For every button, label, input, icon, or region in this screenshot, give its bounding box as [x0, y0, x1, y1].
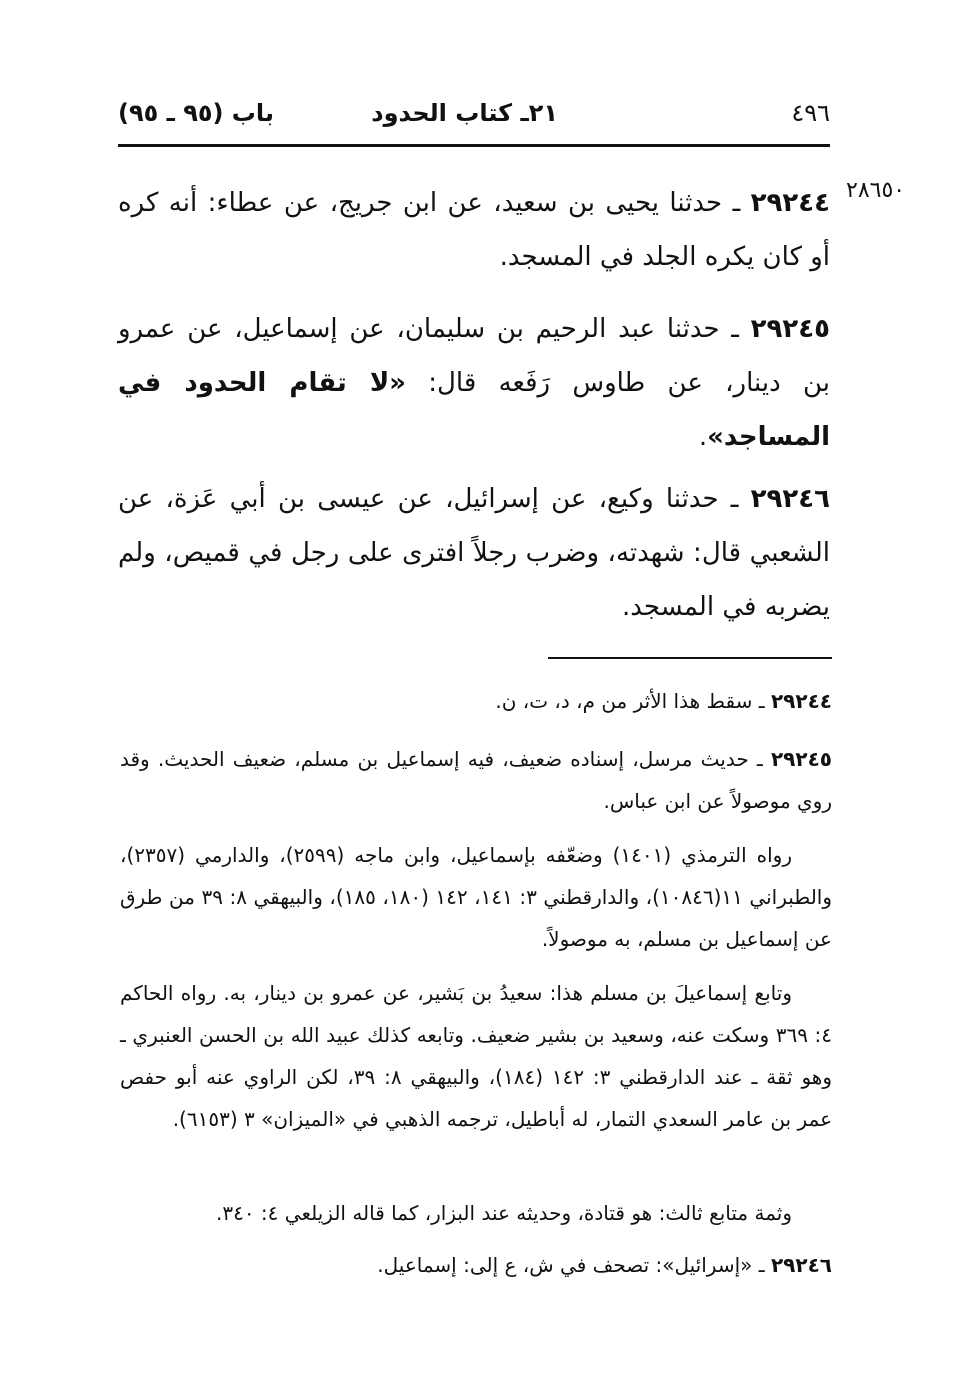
hadith-text: ـ حدثنا يحيى بن سعيد، عن ابن جريج، عن عطاء: أنه كره أو كان يكره الجلد في المسجد.	[118, 188, 830, 272]
hadith-text: ـ حدثنا عبد الرحيم بن سليمان، عن إسماعيل، عن عمرو بن دينار، عن طاوس رَفَعه قال:	[118, 314, 831, 398]
hadith-29244	[118, 176, 830, 284]
footnote-number: ٢٩٢٤٥	[770, 747, 832, 771]
hadith-number: ٢٩٢٤٦	[750, 484, 830, 514]
footnote-text: رواه الترمذي (١٤٠١) وضعّفه بإسماعيل، وابن ماجه (٢٥٩٩)، والدارمي (٢٣٥٧)، والطبراني ١١(١٠٨٤٦)، والدارقطني ٣: ١٤١، ١٤٢ (١٨٠، ١٨٥)، والبيهقي ٨: ٣٩ من طرق عن إسماعيل بن مسلم، به موصولاً.	[120, 843, 833, 951]
footnote-text: ـ سقط هذا الأثر من م، د، ت، ن.	[495, 689, 771, 713]
footnote	[120, 972, 832, 1140]
hadith-quote: «لا تقام الحدود في المساجد»	[118, 368, 830, 452]
footnote-text: وثمة متابع ثالث: هو قتادة، وحديثه عند البزار، كما قاله الزيلعي ٤: ٣٤٠.	[215, 1201, 792, 1225]
footnote-text: وتابع إسماعيلَ بن مسلم هذا: سعيدُ بن بَشير، عن عمرو بن دينار، به. رواه الحاكم ٤: ٣٦٩ وسكت عنه، وسعيد بن بشير ضعيف. وتابعه كذلك عبيد الله بن الحسن العنبري ـ وهو ثقة ـ عند الدارقطني ٣: ١٤٢ (١٨٤)، والبيهقي ٨: ٣٩، لكن الراوي عنه أبو حفص عمر بن عامر السعدي التمار، له أباطيل، ترجمه الذهبي في «الميزان» ٣ (٦١٥٣).	[120, 981, 832, 1131]
header-rule	[118, 144, 830, 147]
margin-number: ٢٨٦٥٠	[846, 178, 906, 203]
hadith-number: ٢٩٢٤٤	[750, 188, 830, 218]
hadith-end: .	[698, 422, 708, 452]
footnote	[120, 680, 832, 722]
footnote-separator	[548, 657, 832, 659]
footnote-number: ٢٩٢٤٦	[770, 1253, 832, 1277]
footnote-text: ـ «إسرائيل»: تصحف في ش، ع إلى: إسماعيل.	[377, 1253, 771, 1277]
page-header	[118, 95, 830, 135]
footnote	[120, 738, 832, 822]
chapter-title: باب (٩٥ ـ ٩٥)	[118, 99, 274, 127]
book-title: ٢١ـ كتاب الحدود	[371, 99, 558, 127]
hadith-29245	[118, 302, 830, 464]
footnote-number: ٢٩٢٤٤	[770, 689, 832, 713]
page-number: ٤٩٦	[791, 99, 830, 127]
footnote	[120, 834, 832, 960]
hadith-29246	[118, 472, 830, 634]
footnote	[120, 1244, 832, 1286]
hadith-text: ـ حدثنا وكيع، عن إسرائيل، عن عيسى بن أبي عَزة، عن الشعبي قال: شهدته، وضرب رجلاً افترى على رجل في قميص، ولم يضربه في المسجد.	[118, 484, 830, 622]
hadith-number: ٢٩٢٤٥	[750, 314, 830, 344]
footnote-text: ـ حديث مرسل، إسناده ضعيف، فيه إسماعيل بن مسلم، ضعيف الحديث. وقد روي موصولاً عن ابن عباس.	[120, 747, 832, 813]
footnote	[120, 1192, 832, 1234]
